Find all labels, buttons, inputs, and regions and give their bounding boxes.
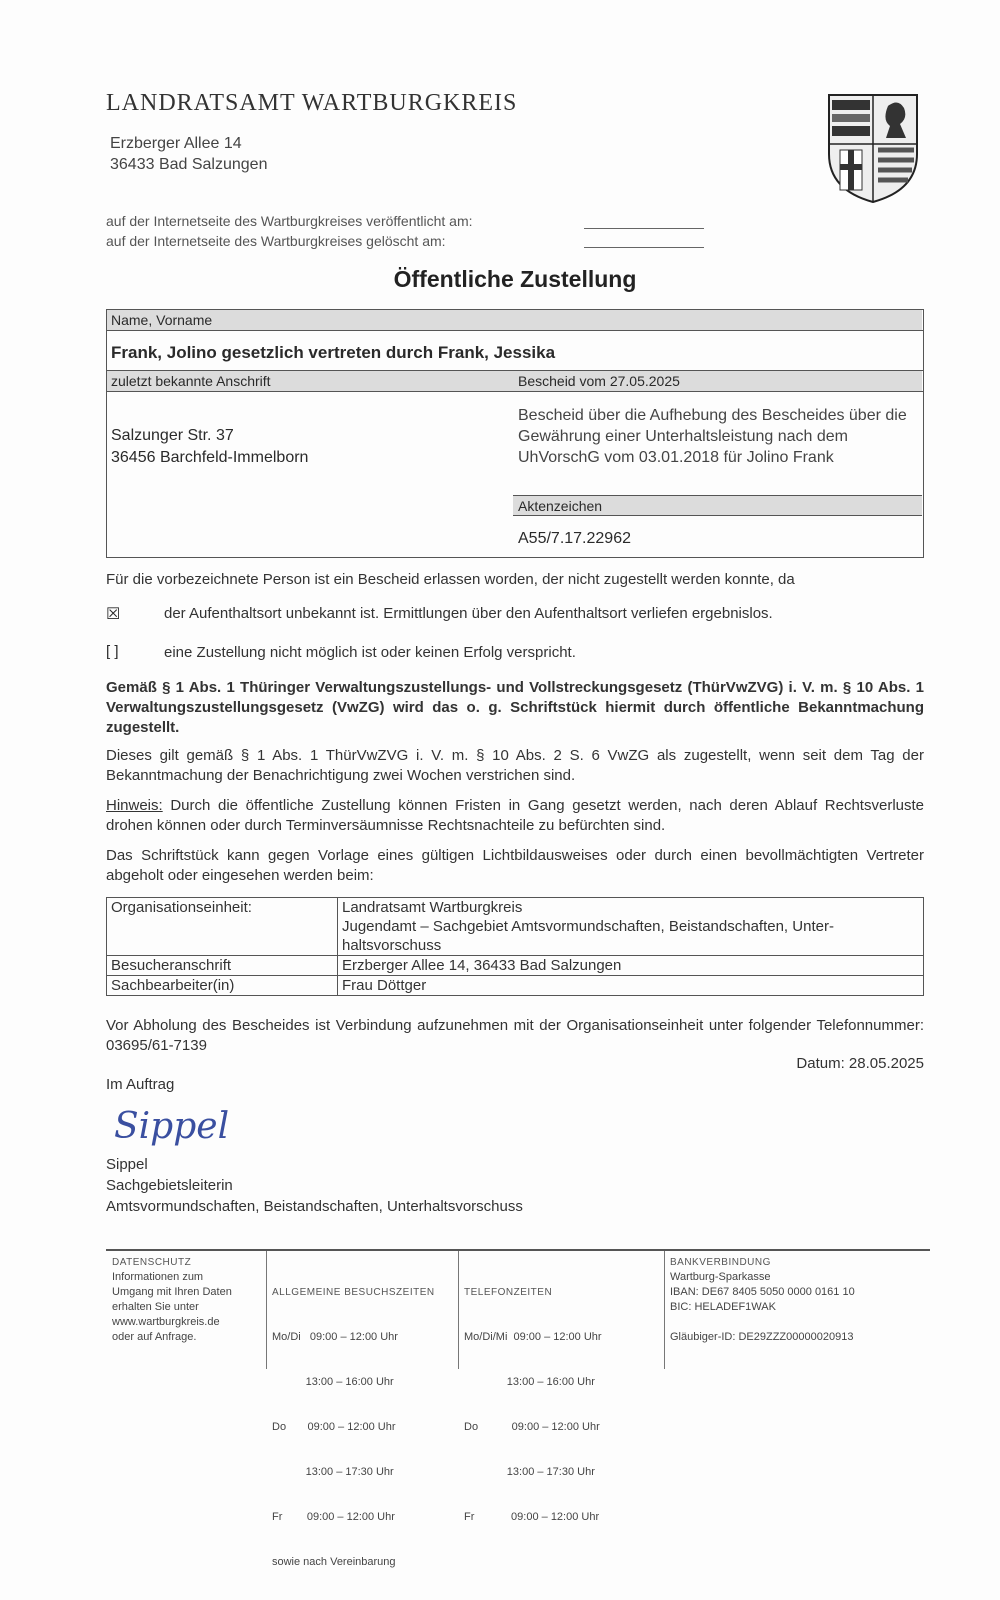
phone-line: Mo/Di/Mi 09:00 – 12:00 Uhr (464, 1331, 602, 1343)
privacy-line: oder auf Anfrage. (112, 1331, 197, 1343)
hours-line: 13:00 – 16:00 Uhr (272, 1376, 394, 1388)
phone-line: 13:00 – 16:00 Uhr (464, 1376, 595, 1388)
coat-of-arms-icon (826, 92, 920, 204)
unit-line: Landratsamt Wartburgkreis (342, 899, 523, 916)
recipient-street: Salzunger Str. 37 (111, 427, 234, 444)
table-row (107, 976, 924, 996)
footer-phone-hours (464, 1255, 664, 1555)
unit-line: haltsvorschuss (342, 937, 442, 954)
deleted-date-line (584, 247, 704, 248)
deleted-on-label: auf der Internetseite des Wartburgkreises gelöscht am: (106, 233, 446, 249)
footer-privacy (112, 1255, 262, 1345)
org-street: Erzberger Allee 14 (110, 135, 242, 152)
organization-address (110, 133, 267, 175)
bank-heading: BANKVERBINDUNG (670, 1257, 771, 1268)
hours-heading: ALLGEMEINE BESUCHSZEITEN (272, 1287, 435, 1298)
decision-header (518, 373, 680, 389)
contact-note: Vor Abholung des Bescheides ist Verbindung aufzunehmen mit der Organisationseinheit unter folgender Telefonnummer: 03695/61-7139 (106, 1017, 924, 1054)
table-row (107, 898, 924, 956)
file-number: A55/7.17.22962 (518, 530, 631, 547)
signatory (106, 1154, 523, 1217)
divider (106, 391, 924, 392)
legal-basis: Gemäß § 1 Abs. 1 Thüringer Verwaltungszustellungs- und Vollstreckungsgesetz (ThürVwZVG) i. V. m. § 10 Abs. 1 Verwaltungszustellungsgesetz (VwZG) wird das o. g. Schriftstück hiermit durch öffentliche Bekanntmachung zugestellt. (106, 679, 924, 736)
hours-line: Fr 09:00 – 12:00 Uhr (272, 1511, 395, 1523)
checkbox-delivery-impossible[interactable]: [ ] (106, 643, 119, 660)
organization-table (106, 897, 924, 996)
privacy-heading: DATENSCHUTZ (112, 1257, 192, 1268)
file-number-label: Aktenzeichen (513, 495, 922, 516)
phone-line: Do 09:00 – 12:00 Uhr (464, 1421, 600, 1433)
visit-label: Besucheranschrift (107, 956, 338, 976)
signatory-name: Sippel (106, 1156, 148, 1173)
unit-value (338, 898, 924, 956)
phone-heading: TELEFONZEITEN (464, 1287, 553, 1298)
option-address-unknown: der Aufenthaltsort unbekannt ist. Ermittlungen über den Aufenthaltsort verliefen ergebnislos. (164, 605, 773, 622)
bank-line: Gläubiger-ID: DE29ZZZ00000020913 (670, 1331, 854, 1343)
document-date: Datum: 28.05.2025 (796, 1055, 924, 1072)
hours-line: sowie nach Vereinbarung (272, 1556, 396, 1568)
recipient-city: 36456 Barchfeld-Immelborn (111, 449, 309, 466)
publication-notes (106, 211, 473, 251)
privacy-line: Informationen zum (112, 1271, 204, 1283)
footer (106, 1249, 930, 1568)
clerk-name: Frau Döttger (338, 976, 924, 996)
hours-line: Do 09:00 – 12:00 Uhr (272, 1421, 396, 1433)
bank-line: Wartburg-Sparkasse (670, 1271, 771, 1283)
address-label: zuletzt bekannte Anschrift (111, 373, 271, 389)
hours-line: Mo/Di 09:00 – 12:00 Uhr (272, 1331, 398, 1343)
privacy-line: Umgang mit Ihren Daten (112, 1286, 232, 1298)
table-row (107, 956, 924, 976)
footer-divider (664, 1251, 665, 1369)
footer-divider (266, 1251, 267, 1369)
organization-name: LANDRATSAMT WARTBURGKREIS (106, 90, 518, 116)
decision-description: Bescheid über die Aufhebung des Bescheides über die Gewährung einer Unterhaltsleistung nach dem UhVorschG vom 03.01.2018 für Jolino Frank (518, 407, 907, 466)
clerk-label: Sachbearbeiter(in) (107, 976, 338, 996)
privacy-link[interactable]: www.wartburgkreis.de (112, 1316, 220, 1328)
checkbox-address-unknown[interactable]: ☒ (106, 606, 121, 623)
hours-line: 13:00 – 17:30 Uhr (272, 1466, 394, 1478)
by-order: Im Auftrag (106, 1076, 175, 1093)
recipient-address (111, 425, 308, 469)
visit-address: Erzberger Allee 14, 36433 Bad Salzungen (338, 956, 924, 976)
signature: Sippel (114, 1106, 230, 1147)
intro-text: Für die vorbezeichnete Person ist ein Bescheid erlassen worden, der nicht zugestellt werden konnte, da (106, 571, 795, 588)
hint-paragraph (106, 796, 924, 836)
signatory-role: Sachgebietsleiterin (106, 1177, 233, 1194)
hint-label: Hinweis: (106, 797, 163, 814)
bank-line: IBAN: DE67 8405 5050 0000 0161 10 (670, 1286, 855, 1298)
recipient-name: Frank, Jolino gesetzlich vertreten durch Frank, Jessika (111, 343, 556, 362)
legal-effect: Dieses gilt gemäß § 1 Abs. 1 ThürVwZVG i. V. m. § 10 Abs. 2 S. 6 VwZG als zugestellt, wenn seit dem Tag der Bekanntmachung der Benachrichtigung zwei Wochen verstrichen sind. (106, 747, 924, 784)
bank-line (670, 1315, 926, 1330)
org-city: 36433 Bad Salzungen (110, 156, 268, 173)
document-title: Öffentliche Zustellung (393, 266, 637, 292)
published-on-label: auf der Internetseite des Wartburgkreises veröffentlicht am: (106, 213, 473, 229)
phone-line: Fr 09:00 – 12:00 Uhr (464, 1511, 600, 1523)
signatory-department: Amtsvormundschaften, Beistandschaften, Unterhaltsvorschuss (106, 1198, 523, 1215)
footer-divider (458, 1251, 459, 1369)
unit-line: Jugendamt – Sachgebiet Amtsvormundschaften, Beistandschaften, Unter- (342, 918, 834, 935)
footer-visit-hours (272, 1255, 452, 1600)
phone-line: 13:00 – 17:30 Uhr (464, 1466, 595, 1478)
name-label: Name, Vorname (107, 310, 922, 330)
option-delivery-impossible: eine Zustellung nicht möglich ist oder keinen Erfolg verspricht. (164, 644, 576, 661)
footer-bank (670, 1255, 926, 1345)
decision-date: 27.05.2025 (609, 373, 680, 389)
published-date-line (584, 228, 704, 229)
privacy-line: erhalten Sie unter (112, 1301, 199, 1313)
hint-text: Durch die öffentliche Zustellung können Fristen in Gang gesetzt werden, nach deren Ablauf Rechtsverluste drohen können oder durch Terminversäumnisse Rechtsnachteile zu befürchten sind. (106, 797, 924, 834)
divider (106, 330, 924, 331)
pickup-text: Das Schriftstück kann gegen Vorlage eines gültigen Lichtbildausweises oder durch einen bevollmächtigten Vertreter abgeholt oder eingesehen werden beim: (106, 847, 924, 884)
decision-label: Bescheid vom (518, 373, 606, 389)
bank-line: BIC: HELADEF1WAK (670, 1301, 776, 1313)
unit-label: Organisationseinheit: (107, 898, 338, 956)
